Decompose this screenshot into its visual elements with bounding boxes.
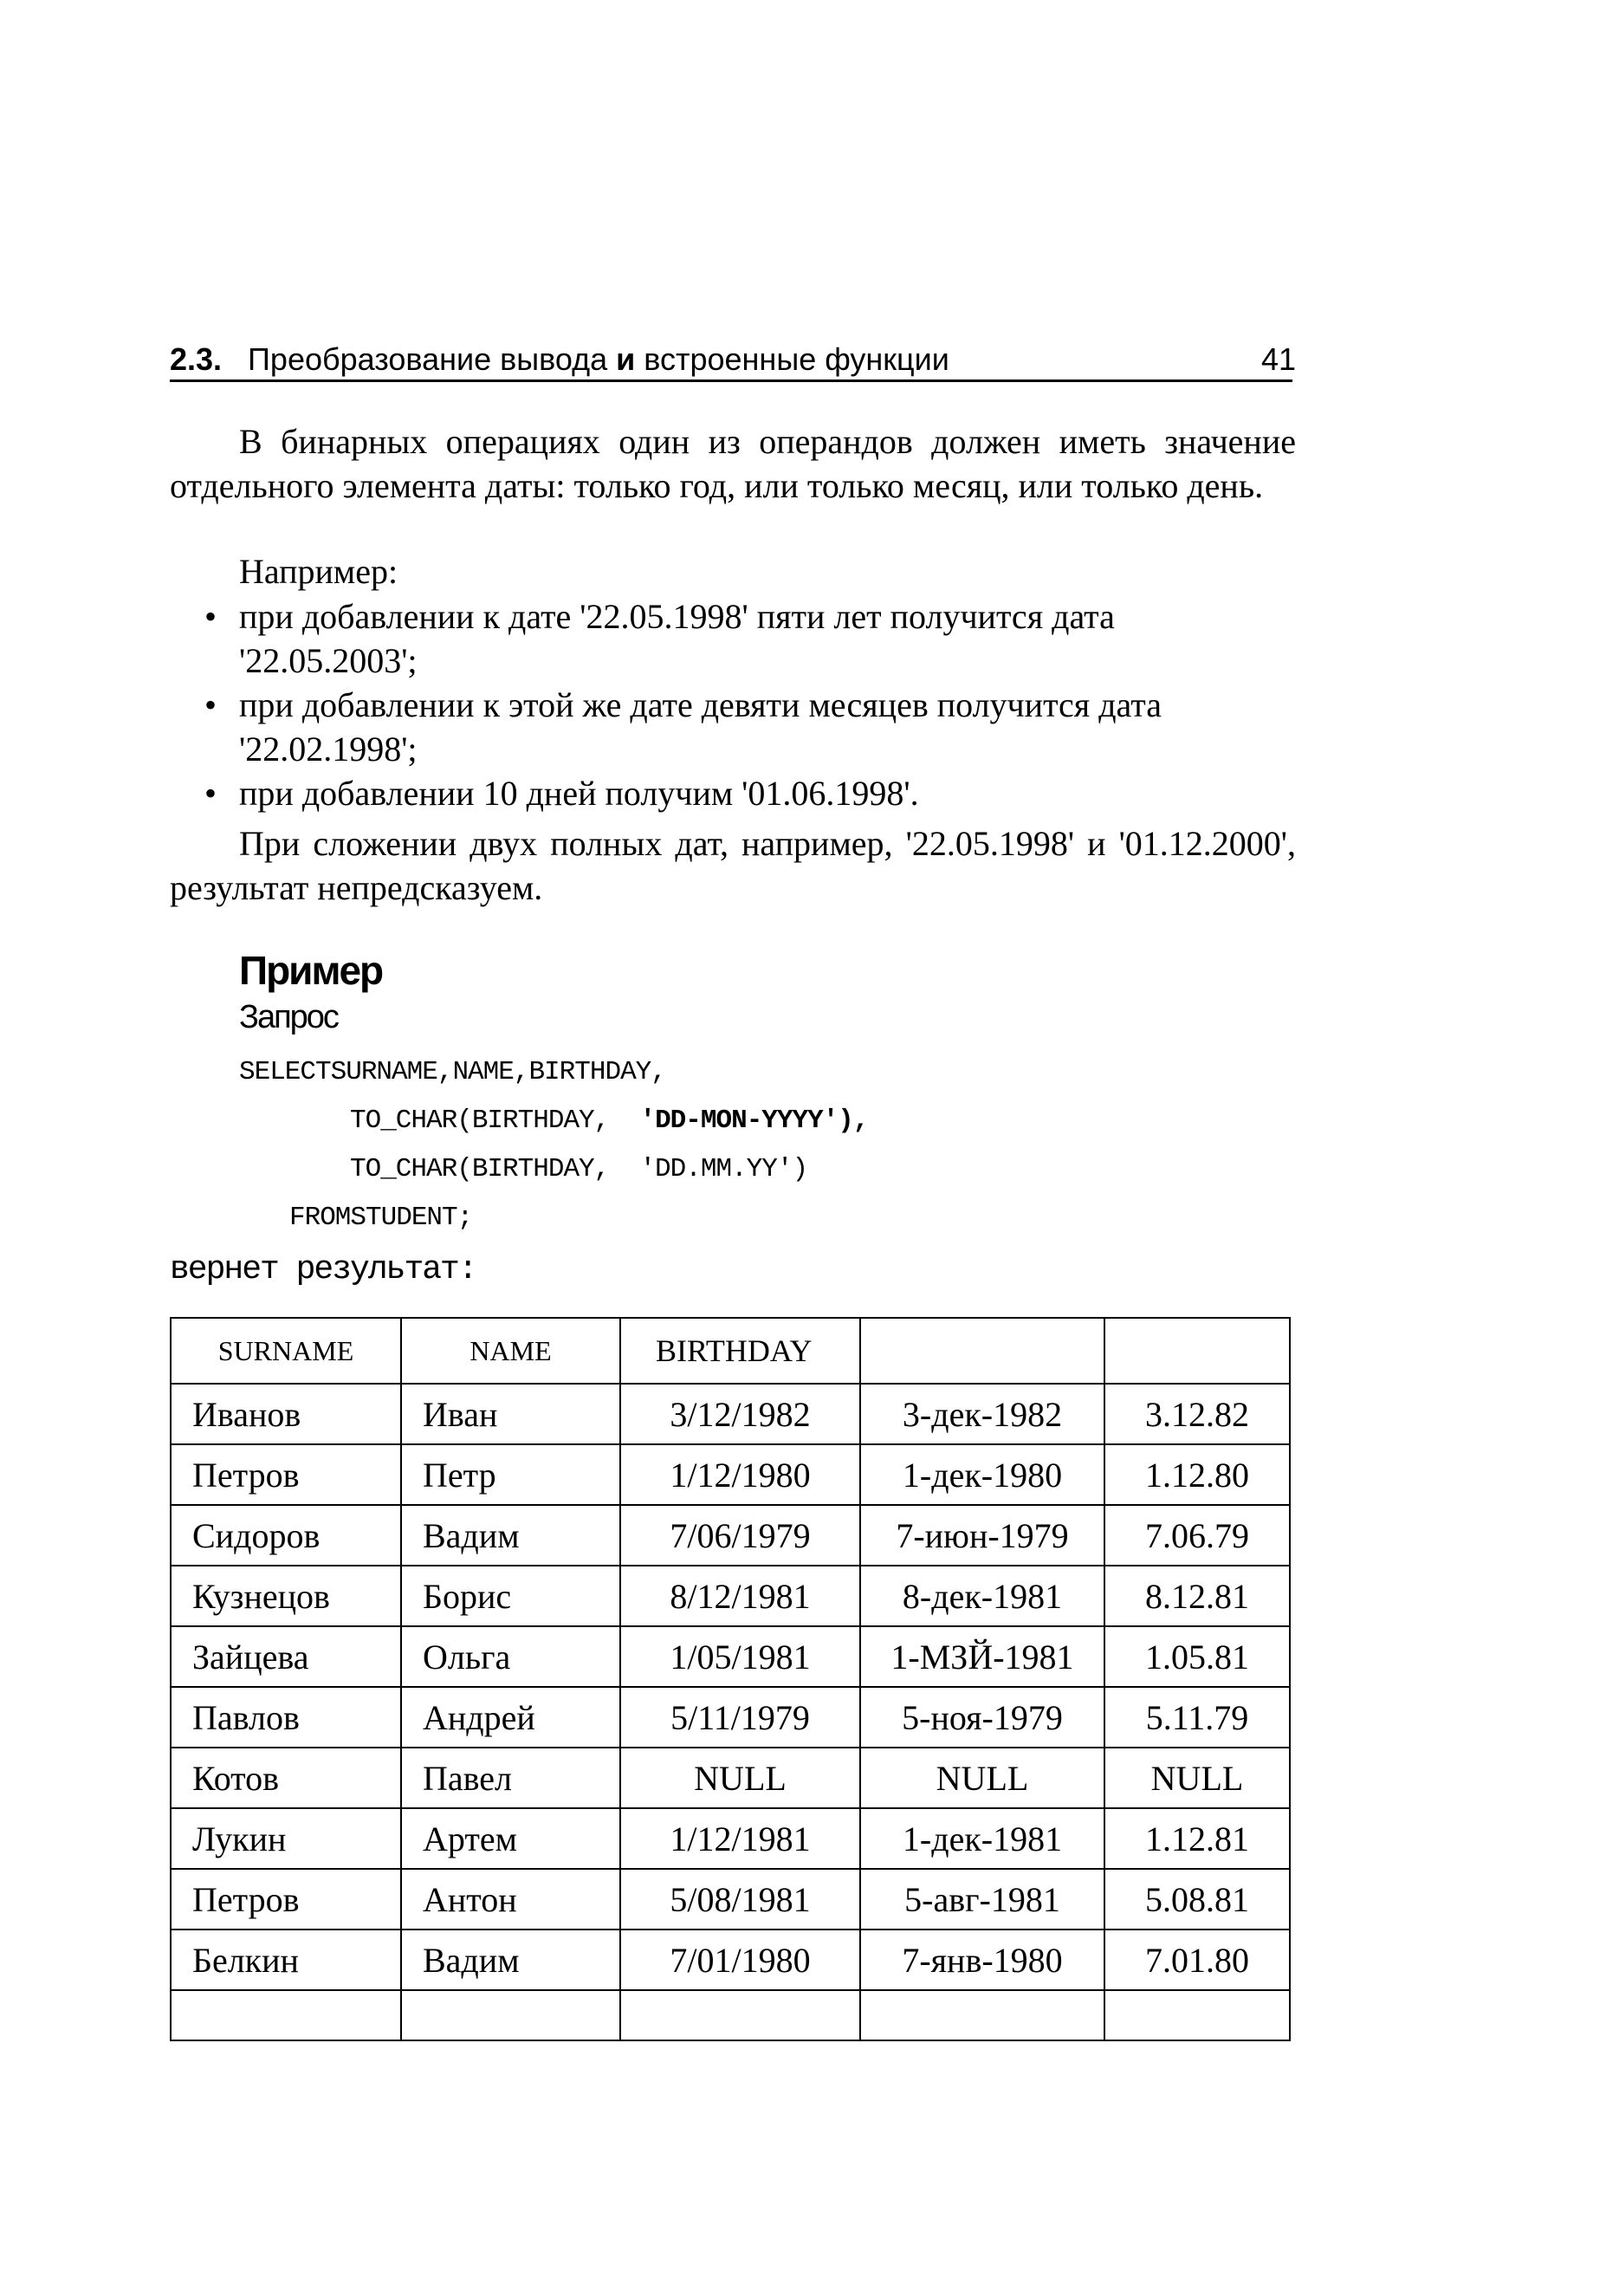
cell-date-mon: 5-авг-1981: [860, 1869, 1104, 1930]
cell-name: Борис: [401, 1566, 620, 1626]
cell-name: Антон: [401, 1869, 620, 1930]
cell-date-mon: 8-дек-1981: [860, 1566, 1104, 1626]
cell-date-mon: NULL: [860, 1748, 1104, 1808]
table-row: [171, 1626, 1290, 1687]
table-row: [171, 1505, 1290, 1566]
code-line-4: FROMSTUDENT;: [289, 1203, 473, 1233]
cell-date-short: 1.05.81: [1104, 1626, 1290, 1687]
cell-date-short: 7.01.80: [1104, 1930, 1290, 1990]
cell-date-mon: 1-дек-1981: [860, 1808, 1104, 1869]
result-table: [170, 1317, 1291, 2041]
column-header: SURNAME: [171, 1318, 401, 1384]
cell-birthday: 8/12/1981: [620, 1566, 860, 1626]
header-title-part2: встроенные функции: [644, 341, 949, 377]
cell-surname: Котов: [171, 1748, 401, 1808]
cell-name: Петр: [401, 1444, 620, 1505]
running-header: [170, 340, 1296, 382]
paragraph-full-dates: При сложении двух полных дат, например, '22.05.1998' и '01.12.2000', результат непредсказуем.: [170, 824, 1296, 907]
header-title-conj: и: [616, 341, 636, 377]
cell-date-short: 8.12.81: [1104, 1566, 1290, 1626]
column-header: NAME: [401, 1318, 620, 1384]
cell-name: Ольга: [401, 1626, 620, 1687]
bullet-text: при добавлении 10 дней получим '01.06.1998'.: [239, 774, 919, 813]
cell-date-mon: 7-июн-1979: [860, 1505, 1104, 1566]
example-intro: Например:: [239, 552, 398, 591]
column-header: BIRTHDAY: [620, 1318, 860, 1384]
cell-surname: Кузнецов: [171, 1566, 401, 1626]
table-row: [171, 1930, 1290, 1990]
code-line-2: [350, 1104, 869, 1138]
table-row: [171, 1687, 1290, 1748]
result-label: вернет результат:: [170, 1251, 476, 1288]
cell-surname: Павлов: [171, 1687, 401, 1748]
list-item: [170, 771, 1296, 815]
cell-birthday: 5/08/1981: [620, 1869, 860, 1930]
cell-birthday: 3/12/1982: [620, 1384, 860, 1444]
cell-surname: Сидоров: [171, 1505, 401, 1566]
bullet-list: [170, 594, 1296, 815]
cell-date-mon: 3-дек-1982: [860, 1384, 1104, 1444]
code-line-3: TO_CHAR(BIRTHDAY, 'DD.MM.YY'): [350, 1154, 808, 1184]
table-header-row: [171, 1318, 1290, 1384]
cell-surname: Петров: [171, 1869, 401, 1930]
code-line-1: SELECTSURNAME,NAME,BIRTHDAY,: [239, 1057, 666, 1087]
cell-birthday: 1/12/1980: [620, 1444, 860, 1505]
cell-date-short: 5.08.81: [1104, 1869, 1290, 1930]
cell-date-mon: 1-дек-1980: [860, 1444, 1104, 1505]
cell-date-short: 5.11.79: [1104, 1687, 1290, 1748]
bullet-glyph: •: [204, 685, 217, 724]
cell-date-mon: 1-МЗЙ-1981: [860, 1626, 1104, 1687]
bullet-glyph: •: [204, 597, 217, 636]
cell-name: Артем: [401, 1808, 620, 1869]
paragraph-binary-ops: В бинарных операциях один из операндов должен иметь значение отдельного элемента даты: только год, или только месяц, или только день.: [170, 422, 1296, 505]
cell-name: Иван: [401, 1384, 620, 1444]
cell-date-short: 1.12.80: [1104, 1444, 1290, 1505]
cell-birthday: 1/12/1981: [620, 1808, 860, 1869]
header-title-part1: Преобразование вывода: [248, 341, 608, 377]
list-item: [170, 594, 1296, 683]
table-row-empty: [171, 1990, 1290, 2040]
code-line-2-format: 'DD-MON-YYYY'),: [639, 1106, 869, 1136]
cell-name: Андрей: [401, 1687, 620, 1748]
cell-surname: Белкин: [171, 1930, 401, 1990]
cell-surname: Лукин: [171, 1808, 401, 1869]
cell-name: Вадим: [401, 1930, 620, 1990]
cell-surname: Зайцева: [171, 1626, 401, 1687]
cell-birthday: 1/05/1981: [620, 1626, 860, 1687]
cell-name: Вадим: [401, 1505, 620, 1566]
cell-date-short: 3.12.82: [1104, 1384, 1290, 1444]
cell-birthday: NULL: [620, 1748, 860, 1808]
example-heading: Пример: [239, 948, 383, 993]
cell-birthday: 7/06/1979: [620, 1505, 860, 1566]
bullet-text: при добавлении к этой же дате девяти месяцев получится дата '22.02.1998';: [239, 685, 1162, 769]
table-row: [171, 1869, 1290, 1930]
cell-birthday: 7/01/1980: [620, 1930, 860, 1990]
table-row: [171, 1748, 1290, 1808]
cell-date-short: 1.12.81: [1104, 1808, 1290, 1869]
cell-date-mon: 5-ноя-1979: [860, 1687, 1104, 1748]
table-row: [171, 1444, 1290, 1505]
list-item: [170, 683, 1296, 771]
column-header: [1104, 1318, 1290, 1384]
bullet-glyph: •: [204, 774, 217, 813]
cell-date-short: 7.06.79: [1104, 1505, 1290, 1566]
table-row: [171, 1808, 1290, 1869]
code-line-2-prefix: TO_CHAR(BIRTHDAY,: [350, 1106, 640, 1136]
query-label: Запрос: [239, 999, 338, 1035]
page-number: 41: [1260, 341, 1296, 377]
section-number: 2.3.: [170, 341, 223, 377]
table-row: [171, 1384, 1290, 1444]
cell-surname: Иванов: [171, 1384, 401, 1444]
table-row: [171, 1566, 1290, 1626]
cell-birthday: 5/11/1979: [620, 1687, 860, 1748]
cell-date-short: NULL: [1104, 1748, 1290, 1808]
cell-surname: Петров: [171, 1444, 401, 1505]
column-header: [860, 1318, 1104, 1384]
cell-name: Павел: [401, 1748, 620, 1808]
bullet-text: при добавлении к дате '22.05.1998' пяти лет получится дата '22.05.2003';: [239, 597, 1115, 680]
cell-date-mon: 7-янв-1980: [860, 1930, 1104, 1990]
